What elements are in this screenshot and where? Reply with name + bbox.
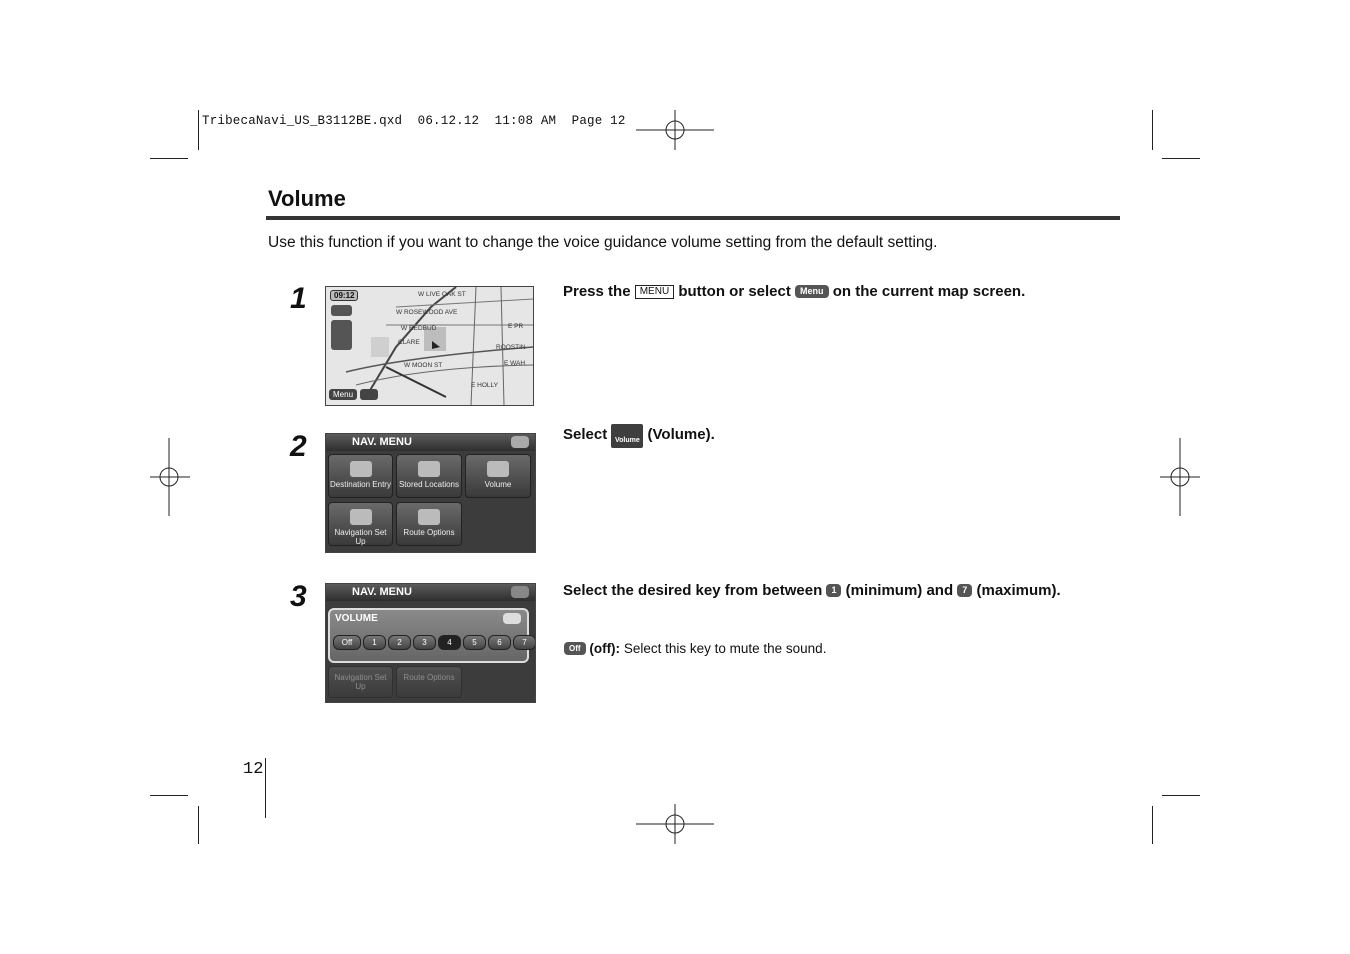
volume-key[interactable]: 7 xyxy=(513,635,536,650)
step-number: 1 xyxy=(290,282,307,315)
crop-mark xyxy=(150,795,188,796)
map-screenshot xyxy=(325,286,534,406)
zoom-button[interactable] xyxy=(331,305,352,316)
crop-mark xyxy=(198,110,199,150)
page-number-rule xyxy=(265,758,266,818)
street-label: W MOON ST xyxy=(404,362,443,369)
registration-mark-icon xyxy=(636,804,714,844)
crop-mark xyxy=(1162,158,1200,159)
volume-screenshot xyxy=(325,583,536,703)
menu-key: MENU xyxy=(635,285,674,299)
screen-header: NAV. MENU xyxy=(326,584,535,601)
speaker-icon xyxy=(487,461,509,477)
volume-key[interactable]: 5 xyxy=(463,635,486,650)
step-instruction: Select the desired key from between 1 (minimum) and 7 (maximum). xyxy=(563,582,1061,599)
page-number: 12 xyxy=(243,760,264,779)
crop-mark xyxy=(198,806,199,844)
volume-key[interactable]: 6 xyxy=(488,635,511,650)
street-label: W REDBUD xyxy=(401,325,437,332)
file-slug: TribecaNavi_US_B3112BE.qxd 06.12.12 11:08 AM Page 12 xyxy=(202,114,626,128)
tile-route-options[interactable]: Route Options xyxy=(396,502,462,546)
street-label: ROOSTIN xyxy=(496,344,526,351)
tile-destination-entry[interactable]: Destination Entry xyxy=(328,454,393,498)
street-label: E WAH xyxy=(504,360,526,367)
tile-navigation-setup: Navigation Set Up xyxy=(328,666,393,698)
clock: 09:12 xyxy=(330,290,358,301)
tile-navigation-setup[interactable]: Navigation Set Up xyxy=(328,502,393,546)
crop-mark xyxy=(1152,110,1153,150)
volume-key[interactable]: 1 xyxy=(363,635,386,650)
min-key-icon: 1 xyxy=(826,584,841,597)
step-instruction: Press the MENU button or select Menu on the current map screen. xyxy=(563,283,1026,300)
volume-panel xyxy=(328,608,529,663)
street-label: W LIVE OAK ST xyxy=(418,291,466,298)
street-label: E HOLLY xyxy=(471,382,498,389)
title-rule xyxy=(266,216,1120,220)
screen-button[interactable] xyxy=(360,389,378,400)
menu-button-icon: Menu xyxy=(795,285,829,298)
menu-button[interactable]: Menu xyxy=(329,389,357,400)
tile-volume[interactable]: Volume xyxy=(465,454,531,498)
crop-mark xyxy=(1152,806,1153,844)
screen-header: NAV. MENU xyxy=(326,434,535,451)
back-icon[interactable] xyxy=(511,586,529,598)
route-icon xyxy=(418,509,440,525)
nav-menu-screenshot xyxy=(325,433,536,553)
volume-panel-title: VOLUME xyxy=(335,613,378,624)
step-number: 2 xyxy=(290,430,307,463)
pin-icon xyxy=(418,461,440,477)
step-number: 3 xyxy=(290,580,307,613)
volume-keys xyxy=(333,632,536,650)
intro-text: Use this function if you want to change the voice guidance volume setting from the default setting. xyxy=(268,234,938,251)
volume-button-icon: Volume xyxy=(611,424,643,448)
registration-mark-icon xyxy=(1160,438,1200,516)
tile-stored-locations[interactable]: Stored Locations xyxy=(396,454,462,498)
street-label: E PR xyxy=(508,323,524,330)
scale-control[interactable] xyxy=(331,320,352,350)
tile-route-options: Route Options xyxy=(396,666,462,698)
max-key-icon: 7 xyxy=(957,584,972,597)
crop-mark xyxy=(1162,795,1200,796)
page-title: Volume xyxy=(268,186,346,211)
volume-key[interactable]: 3 xyxy=(413,635,436,650)
volume-key[interactable]: 2 xyxy=(388,635,411,650)
street-label: CLARE xyxy=(398,339,420,346)
off-note: Off (off): Select this key to mute the sound. xyxy=(564,641,826,656)
street-label: W ROSEWOOD AVE xyxy=(396,309,458,316)
back-icon[interactable] xyxy=(511,436,529,448)
wrench-icon xyxy=(350,509,372,525)
back-icon[interactable] xyxy=(503,613,521,624)
crop-mark xyxy=(150,158,188,159)
registration-mark-icon xyxy=(150,438,190,516)
volume-key-selected[interactable]: 4 xyxy=(438,635,461,650)
off-key-icon: Off xyxy=(564,642,586,655)
volume-key-off[interactable]: Off xyxy=(333,635,361,650)
step-instruction: Select Volume (Volume). xyxy=(563,424,715,448)
registration-mark-icon xyxy=(636,110,714,150)
flag-icon xyxy=(350,461,372,477)
